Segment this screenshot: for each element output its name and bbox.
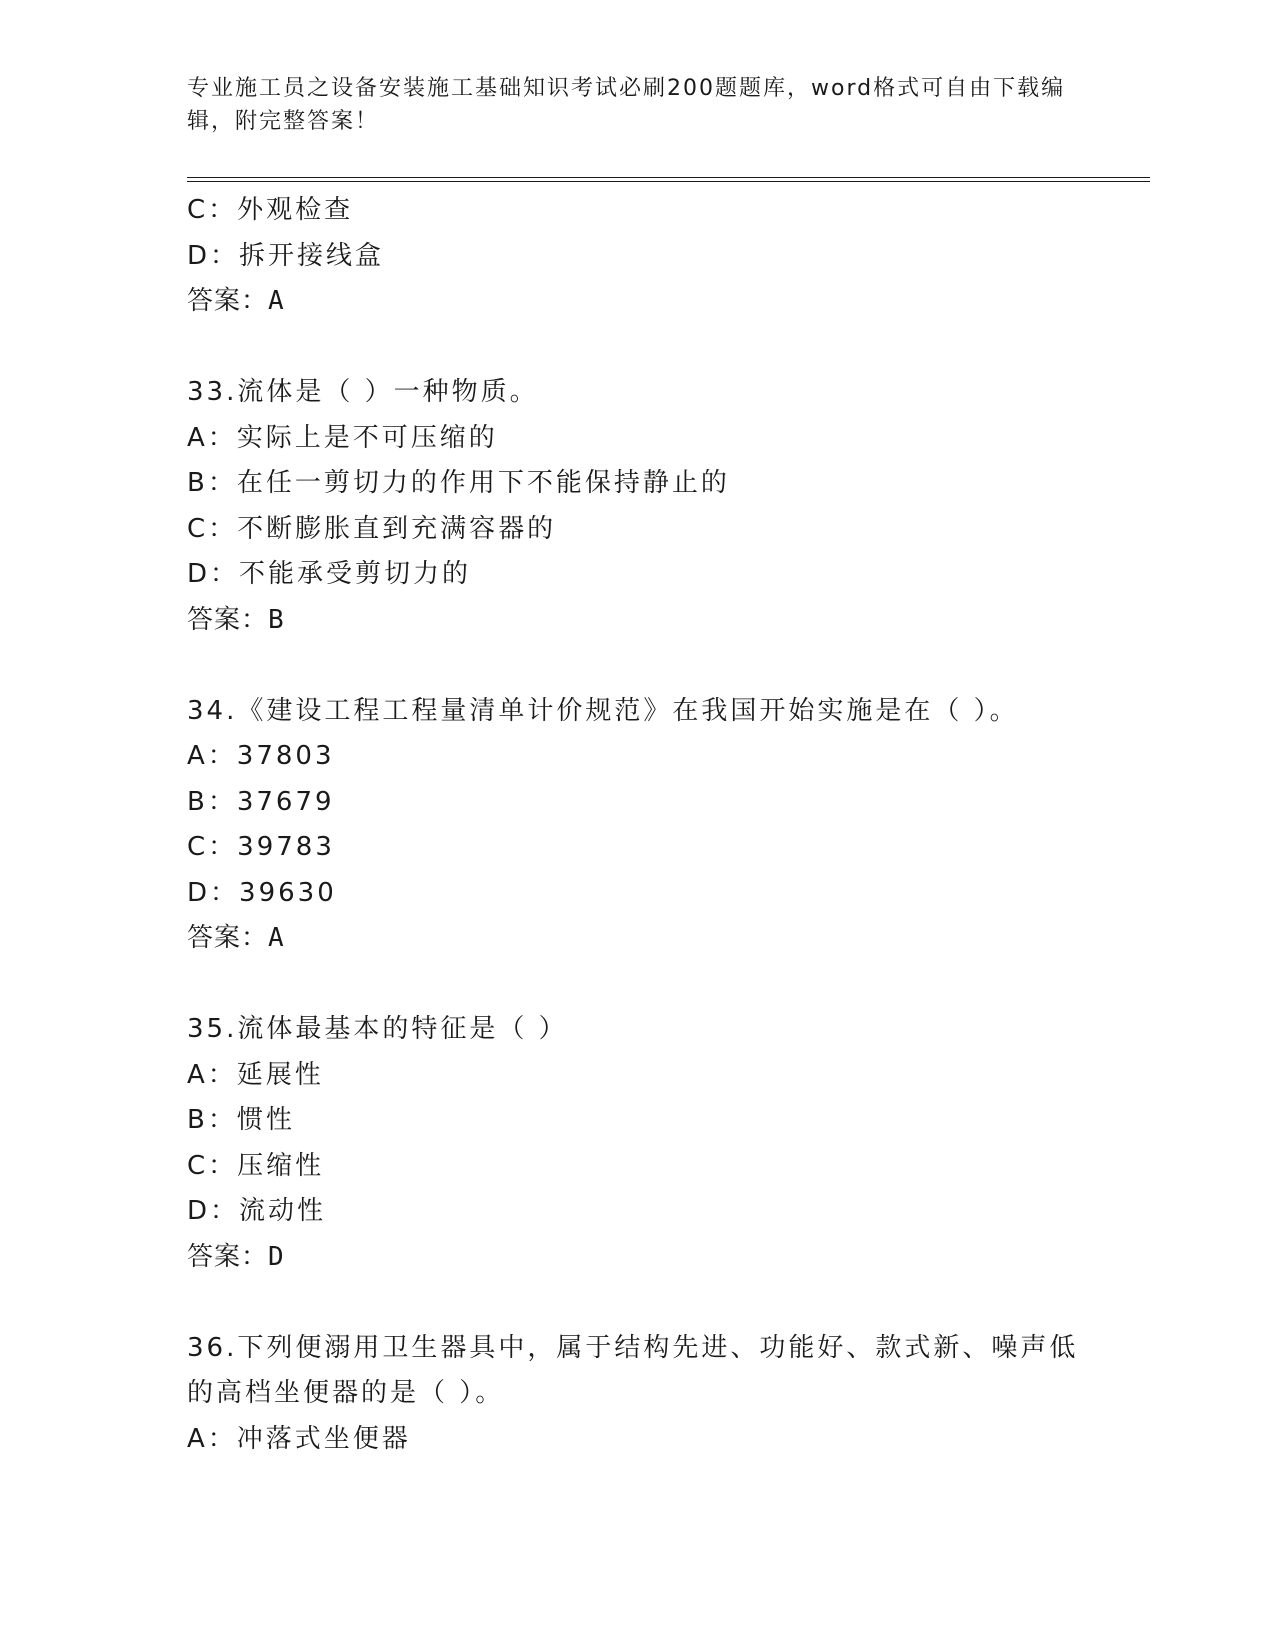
option-d: D：39630 <box>187 877 337 908</box>
spacer <box>187 1280 1087 1326</box>
question-33 <box>187 370 1087 643</box>
question-text: 33.流体是（ ）一种物质。 <box>187 377 539 407</box>
option-a: A：冲落式坐便器 <box>187 1423 411 1454</box>
question-text: 34.《建设工程工程量清单计价规范》在我国开始实施是在（ ）。 <box>187 695 1019 726</box>
document-header: 专业施工员之设备安装施工基础知识考试必刷200题题库，word格式可自由下载编辑，附完整答案！ <box>187 76 1066 134</box>
option-c: C：外观检查 <box>187 195 354 225</box>
header-divider-bottom <box>187 181 1150 182</box>
spacer <box>187 325 1087 371</box>
option-c: C：压缩性 <box>187 1150 325 1181</box>
answer-line: 答案：A <box>187 286 285 316</box>
option-a: A：37803 <box>187 741 335 771</box>
option-a: A：实际上是不可压缩的 <box>187 422 498 453</box>
option-a: A：延展性 <box>187 1059 324 1090</box>
previous-question-tail <box>187 188 1087 325</box>
answer-line: 答案：B <box>187 604 285 635</box>
question-text: 35.流体最基本的特征是（ ） <box>187 1014 568 1044</box>
question-text: 36.下列便溺用卫生器具中，属于结构先进、功能好、款式新、噪声低的高档坐便器的是（ ）。 <box>187 1332 1079 1408</box>
option-c: C：39783 <box>187 832 335 862</box>
question-36 <box>187 1326 1087 1463</box>
option-d: D：流动性 <box>187 1196 327 1226</box>
answer-line: 答案：D <box>187 1241 285 1272</box>
answer-line: 答案：A <box>187 923 285 953</box>
option-c: C：不断膨胀直到充满容器的 <box>187 513 557 544</box>
question-34 <box>187 689 1087 962</box>
option-b: B：惯性 <box>187 1105 295 1135</box>
option-b: B：在任一剪切力的作用下不能保持静止的 <box>187 468 730 498</box>
option-d: D：不能承受剪切力的 <box>187 559 472 589</box>
spacer <box>187 962 1087 1008</box>
question-35 <box>187 1007 1087 1280</box>
spacer <box>187 643 1087 689</box>
header-divider-top <box>187 177 1150 178</box>
question-content <box>187 188 1087 1462</box>
option-b: B：37679 <box>187 786 335 817</box>
option-d: D：拆开接线盒 <box>187 240 385 271</box>
